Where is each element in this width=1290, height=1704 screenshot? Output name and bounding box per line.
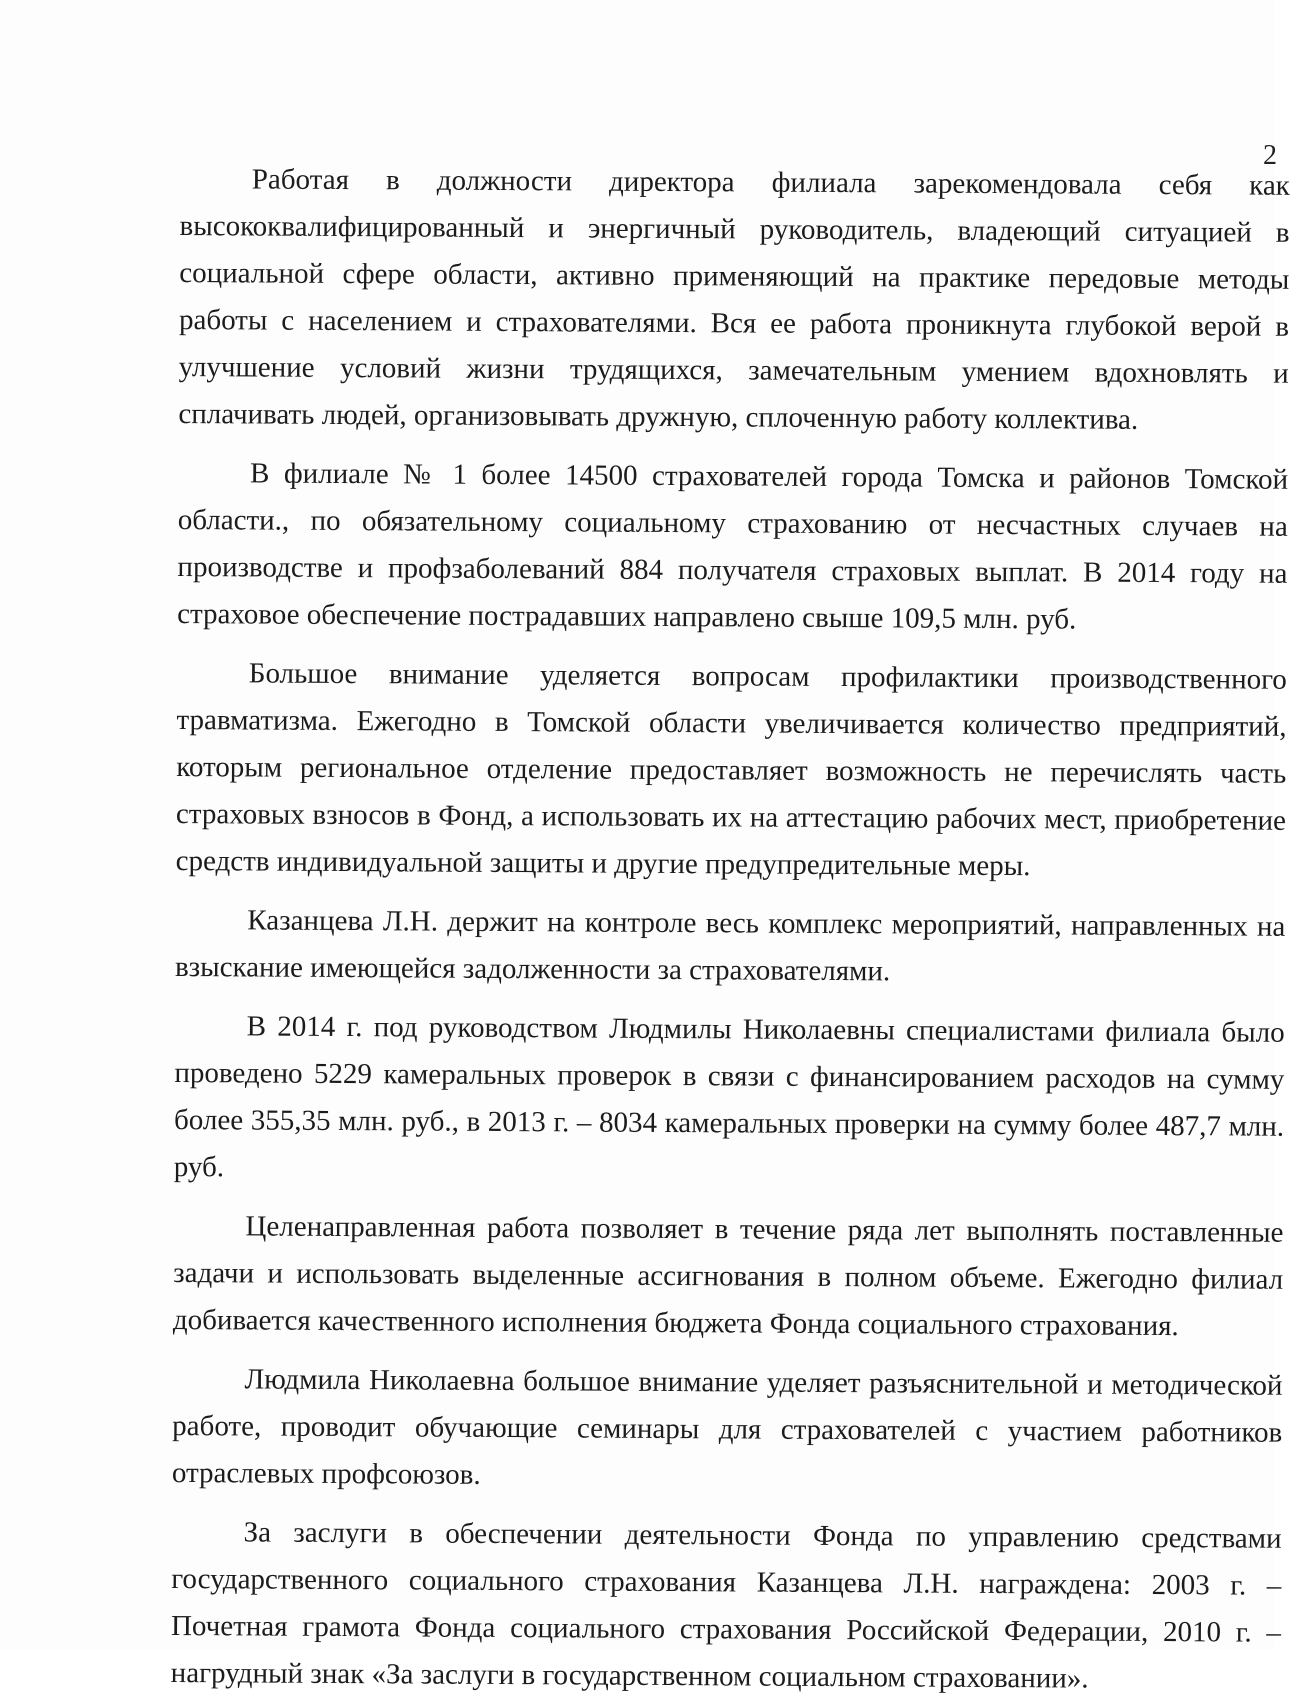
- paragraph-audits: В 2014 г. под руководством Людмилы Николаевны специалистами филиала было проведено 5229 камеральных проверок в связи с финансированием расходов на сумму более 355,35 млн. руб., в 2013 г. – 8034 камеральных проверки на сумму более 487,7 млн. руб.: [173, 1010, 1285, 1184]
- paragraph-budget-execution: Целенаправленная работа позволяет в течение ряда лет выполнять поставленные задачи и использовать выделенные ассигнования в полном объеме. Ежегодно филиал добивается качественного исполнения бюджета Фонда социального страхования.: [172, 1210, 1284, 1343]
- paragraph-director-role: Работая в должности директора филиала зарекомендовала себя как высококвалифицированный и энергичный руководитель, владеющий ситуацией в социальной сфере области, активно применяющий на практике передовые методы работы с населением и страхователями. Вся ее работа проникнута глубокой верой в улучшение условий жизни трудящихся, замечательным умением вдохновлять и сплачивать людей, организовывать дружную, сплоченную работу коллектива.: [178, 163, 1290, 436]
- document-body: [171, 156, 1290, 1704]
- paragraph-branch-statistics: В филиале № 1 более 14500 страхователей города Томска и районов Томской области., по обязательному социальному страхованию от несчастных случаев на производстве и профзаболеваний 884 получателя страховых выплат. В 2014 году на страховое обеспечение пострадавших направлено свыше 109,5 млн. руб.: [177, 457, 1289, 636]
- page-number: 2: [1263, 140, 1277, 171]
- paragraph-debt-control: Казанцева Л.Н. держит на контроле весь комплекс мероприятий, направленных на взыскание имеющейся задолженности за страхователями.: [174, 904, 1286, 988]
- paragraph-injury-prevention: Большое внимание уделяется вопросам профилактики производственного травматизма. Ежегодно в Томской области увеличивается количество предприятий, которым региональное отделение предоставляет возможность не перечислять часть страховых взносов в Фонд, а использовать их на аттестацию рабочих мест, приобретение средств индивидуальной защиты и другие предупредительные меры.: [175, 657, 1287, 883]
- paragraph-seminars: Людмила Николаевна большое внимание уделяет разъяснительной и методической работе, проводит обучающие семинары для страхователей с участием работников отраслевых профсоюзов.: [171, 1363, 1283, 1491]
- paragraph-awards: За заслуги в обеспечении деятельности Фонда по управлению средствами государственного социального страхования Казанцева Л.Н. награждена: 2003 г. – Почетная грамота Фонда социального страхования Российской Федерации, 2010 г. – нагрудный знак «За заслуги в государственном социальном страховании».: [170, 1516, 1282, 1695]
